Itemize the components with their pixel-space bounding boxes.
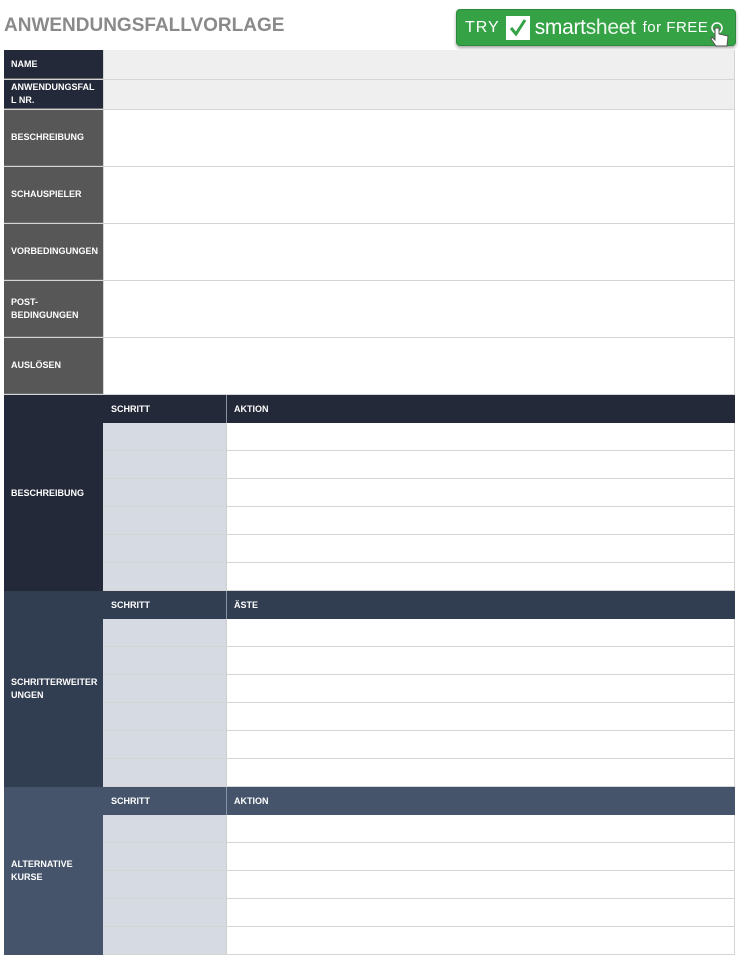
field-label: BESCHREIBUNG [4,110,103,166]
step-cell[interactable] [103,843,227,870]
table-row [103,647,735,675]
step-cell[interactable] [103,731,227,758]
field-row-case-number [4,80,735,110]
table-row [103,815,735,843]
table-row [103,731,735,759]
step-cell[interactable] [103,759,227,786]
column-header-step: SCHRITT [103,395,227,423]
banner-try-text: TRY [465,18,500,36]
step-cell[interactable] [103,507,227,534]
section-header [103,395,735,423]
table-row [103,479,735,507]
step-cell[interactable] [103,899,227,926]
field-label: VORBEDINGUNGEN [4,224,103,280]
field-row-description [4,110,735,167]
table-row [103,675,735,703]
pointer-hand-icon [709,22,731,53]
section-label: SCHRITTERWEITER UNGEN [4,591,103,787]
field-input[interactable] [103,80,735,109]
step-cell[interactable] [103,927,227,954]
table-row [103,507,735,535]
field-row-trigger [4,338,735,395]
action-cell[interactable] [227,703,735,730]
section-label: BESCHREIBUNG [4,395,103,591]
table-row [103,899,735,927]
step-cell[interactable] [103,535,227,562]
action-cell[interactable] [227,675,735,702]
table-row [103,927,735,955]
field-row-preconditions [4,224,735,281]
banner-brand [535,16,636,40]
field-row-postconditions [4,281,735,338]
column-header-branches: ÄSTE [234,600,259,610]
action-cell[interactable] [227,871,735,898]
page-title: ANWENDUNGSFALLVORLAGE [4,15,285,36]
field-label: ANWENDUNGSFAL L NR. [4,80,103,109]
banner-brand-part-a: smart [534,15,586,39]
field-input[interactable] [103,281,735,337]
step-cell[interactable] [103,871,227,898]
action-cell[interactable] [227,619,735,646]
step-cell[interactable] [103,647,227,674]
field-label: NAME [4,50,103,79]
section-description [4,395,735,591]
field-label: SCHAUSPIELER [4,167,103,223]
field-input[interactable] [103,224,735,280]
field-row-name [4,50,735,80]
table-row [103,535,735,563]
field-label: AUSLÖSEN [4,338,103,394]
field-input[interactable] [103,110,735,166]
banner-brand-part-b: sheet [585,15,636,39]
action-cell[interactable] [227,563,735,590]
step-cell[interactable] [103,703,227,730]
section-alternative-courses [4,787,735,955]
section-header [103,787,735,815]
field-label: POST-BEDINGUNGEN [4,281,103,337]
action-cell[interactable] [227,451,735,478]
column-header-action: AKTION [234,796,269,806]
step-cell[interactable] [103,619,227,646]
table-row [103,871,735,899]
banner-free-text: for FREE [642,19,709,36]
action-cell[interactable] [227,647,735,674]
step-cell[interactable] [103,815,227,842]
use-case-table [4,50,735,955]
step-cell[interactable] [103,675,227,702]
action-cell[interactable] [227,843,735,870]
action-cell[interactable] [227,479,735,506]
table-row [103,619,735,647]
section-header [103,591,735,619]
step-cell[interactable] [103,423,227,450]
section-step-extensions [4,591,735,787]
try-smartsheet-banner[interactable] [456,9,736,46]
action-cell[interactable] [227,731,735,758]
table-row [103,703,735,731]
step-cell[interactable] [103,563,227,590]
step-cell[interactable] [103,451,227,478]
column-header-action: AKTION [234,404,269,414]
table-row [103,451,735,479]
field-row-actors [4,167,735,224]
table-row [103,843,735,871]
action-cell[interactable] [227,507,735,534]
step-cell[interactable] [103,479,227,506]
action-cell[interactable] [227,759,735,786]
action-cell[interactable] [227,423,735,450]
table-row [103,423,735,451]
action-cell[interactable] [227,927,735,954]
field-input[interactable] [103,338,735,394]
table-row [103,759,735,787]
column-header-step: SCHRITT [103,787,227,815]
field-input[interactable] [103,167,735,223]
section-label: ALTERNATIVE KURSE [4,787,103,955]
action-cell[interactable] [227,899,735,926]
action-cell[interactable] [227,535,735,562]
action-cell[interactable] [227,815,735,842]
field-input[interactable] [103,50,735,79]
checkmark-icon [506,16,530,40]
table-row [103,563,735,591]
column-header-step: SCHRITT [103,591,227,619]
